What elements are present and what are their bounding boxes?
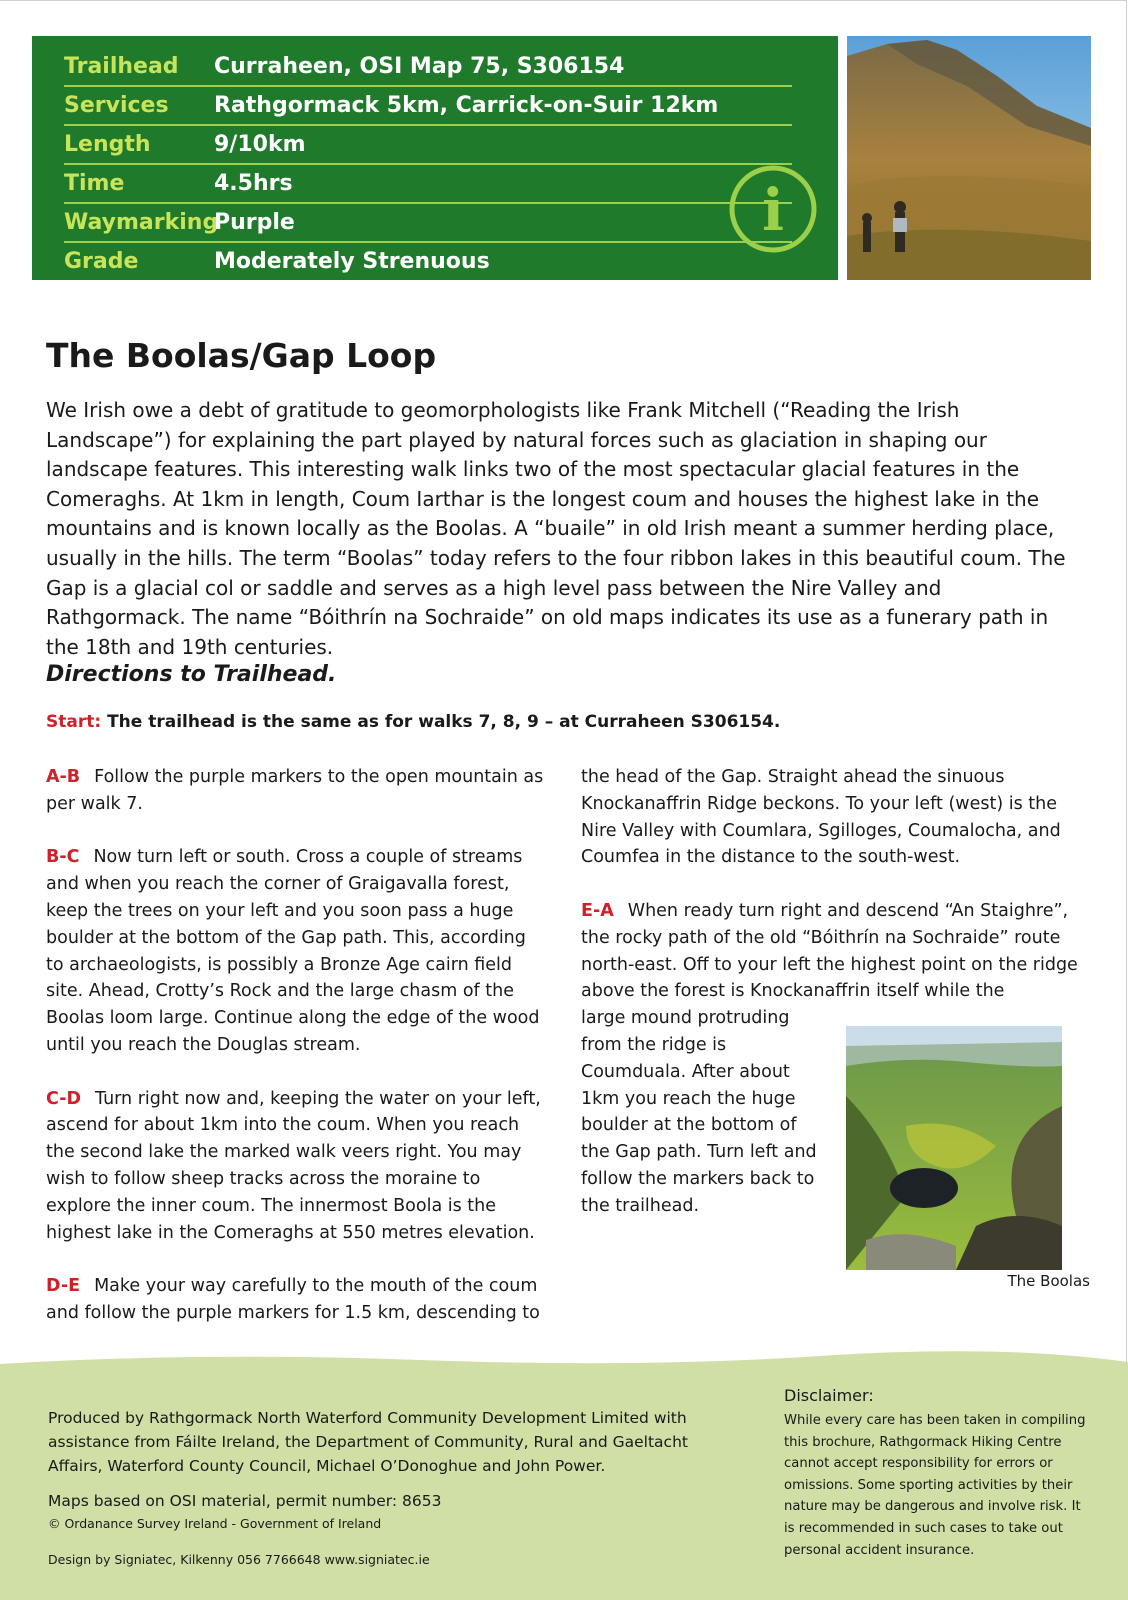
info-label: Time: [64, 171, 125, 196]
disclaimer-title: Disclaimer:: [784, 1386, 874, 1405]
info-value: Purple: [214, 210, 295, 235]
info-label: Waymarking: [64, 210, 219, 235]
info-row-time: [64, 165, 792, 204]
stage-paragraph: [46, 1086, 546, 1247]
info-icon-letter: i: [761, 176, 785, 244]
stage-paragraph: [46, 764, 546, 818]
stage-paragraph: [46, 844, 546, 1058]
info-value: Rathgormack 5km, Carrick-on-Suir 12km: [214, 93, 719, 118]
info-row-length: [64, 126, 792, 165]
info-label: Length: [64, 132, 151, 157]
start-text: The trailhead is the same as for walks 7, 8, 9 – at Curraheen S306154.: [107, 712, 781, 732]
info-row-grade: [64, 243, 792, 280]
stage-paragraph: [46, 1273, 546, 1327]
stage-text: Follow the purple markers to the open mountain as per walk 7.: [46, 767, 544, 814]
trail-info-box: [32, 36, 838, 280]
footer-wave: [0, 1338, 1128, 1378]
stage-continuation: the head of the Gap. Straight ahead the sinuous Knockanaffrin Ridge beckons. To your left (west) is the Nire Valley with Coumlara, Sgilloges, Coumalocha, and Coumfea in the distance to the south-west.: [581, 767, 1061, 868]
info-row-trailhead: [64, 48, 792, 87]
boolas-lake-photo: [846, 1026, 1062, 1270]
stage-id: D-E: [46, 1276, 81, 1297]
info-value: Curraheen, OSI Map 75, S306154: [214, 54, 625, 79]
stage-id: B-C: [46, 847, 80, 868]
info-row-waymarking: [64, 204, 792, 243]
design-credit: Design by Signiatec, Kilkenny 056 7766648 www.signiatec.ie: [48, 1552, 430, 1567]
info-row-services: [64, 87, 792, 126]
mountain-hikers-photo: [847, 36, 1091, 280]
stage-text: When ready turn right and descend “An Staighre”, the rocky path of the old “Bóithrín na Sochraide” route north-east. Off to your left the highest point on the ridge above the forest is Knockanaffrin itself while the: [581, 900, 1078, 1002]
stage-id: A-B: [46, 767, 81, 787]
stage-paragraph: [581, 898, 1081, 1005]
stage-text-wrap: large mound protruding from the ridge is Coumduala. After about 1km you reach the huge boulder at the bottom of the Gap path. Turn left and follow the markers back to the trailhead.: [581, 1008, 817, 1216]
info-value: Moderately Strenuous: [214, 249, 490, 274]
page-title: The Boolas/Gap Loop: [46, 336, 437, 375]
information-icon: [728, 164, 818, 254]
info-label: Trailhead: [64, 54, 179, 79]
photo-caption: The Boolas: [1007, 1272, 1090, 1290]
stage-text: Make your way carefully to the mouth of the coum and follow the purple markers for 1.5 km, descending to: [46, 1276, 540, 1323]
producer-credit: Produced by Rathgormack North Waterford Community Development Limited with assistance from Fáilte Ireland, the Department of Community, Rural and Gaeltacht Affairs, Waterford County Council, Michael O’Donoghue and John Power.: [48, 1409, 688, 1475]
copyright-notice: © Ordanance Survey Ireland - Government of Ireland: [48, 1516, 382, 1531]
info-value: 9/10km: [214, 132, 306, 157]
maps-permit: Maps based on OSI material, permit number: 8653: [48, 1492, 442, 1510]
trail-info-rows: [32, 48, 792, 280]
info-value: 4.5hrs: [214, 171, 293, 196]
intro-paragraph: We Irish owe a debt of gratitude to geomorphologists like Frank Mitchell (“Reading the Irish Landscape”) for explaining the part played by natural forces such as glaciation in shaping our landscape features. This interesting walk links two of the most spectacular glacial features in the Comeraghs. At 1km in length, Coum Iarthar is the longest coum and houses the highest lake in the mountains and is known locally as the Boolas. A “buaile” in old Irish meant a summer herding place, usually in the hills. The term “Boolas” today refers to the four ribbon lakes in this beautiful coum. The Gap is a glacial col or saddle and serves as a high level pass between the Nire Valley and Rathgormack. The name “Bóithrín na Sochraide” on old maps indicates its use as a funerary path in the 18th and 19th centuries.: [46, 398, 1066, 659]
stage-id: C-D: [46, 1088, 82, 1109]
info-label: Grade: [64, 249, 139, 274]
directions-left-column: [46, 764, 546, 1354]
start-label: Start:: [46, 712, 102, 732]
stage-text: Turn right now and, keeping the water on your left, ascend for about 1km into the coum. When you reach the second lake the marked walk veers right. You may wish to follow sheep tracks across the moraine to explore the inner coum. The innermost Boola is the highest lake in the Comeraghs at 550 metres elevation.: [46, 1088, 541, 1243]
stage-id: E-A: [581, 900, 614, 921]
info-label: Services: [64, 93, 169, 118]
directions-heading: Directions to Trailhead.: [46, 662, 337, 687]
disclaimer-text: While every care has been taken in compiling this brochure, Rathgormack Hiking Centre cannot accept responsibility for errors or omissions. Some sporting activities by their nature may be dangerous and involve risk. It is recommended in such cases to take out personal accident insurance.: [784, 1413, 1086, 1558]
start-line: [46, 712, 780, 732]
stage-text: Now turn left or south. Cross a couple of streams and when you reach the corner of Graigavalla forest, keep the trees on your left and you soon pass a huge boulder at the bottom of the Gap path. This, according to archaeologists, is possibly a Bronze Age cairn field site. Ahead, Crotty’s Rock and the large chasm of the Boolas loom large. Continue along the edge of the wood until you reach the Douglas stream.: [46, 847, 540, 1055]
